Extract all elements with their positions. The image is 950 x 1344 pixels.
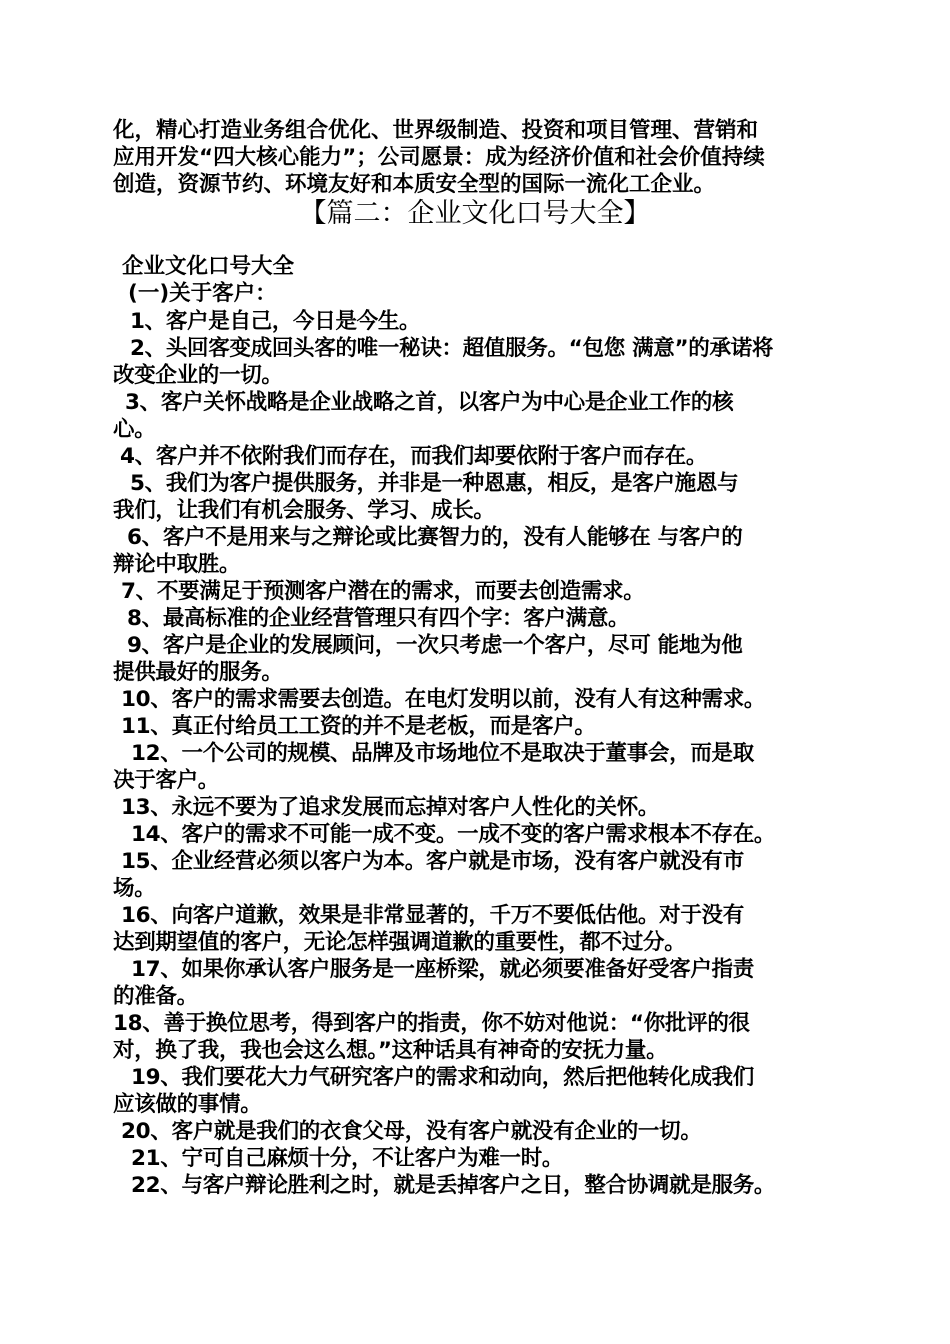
slogan-line: 15、企业经营必须以客户为本。客户就是市场，没有客户就没有市 bbox=[121, 849, 744, 874]
slogan-line: 3、客户关怀战略是企业战略之首，以客户为中心是企业工作的核 bbox=[125, 390, 734, 415]
slogan-line: 心。 bbox=[113, 417, 156, 442]
slogan-line: 18、善于换位思考，得到客户的指责，你不妨对他说：“你批评的很 bbox=[113, 1011, 750, 1036]
slogan-line: 辩论中取胜。 bbox=[113, 552, 241, 577]
slogan-line: 11、真正付给员工工资的并不是老板，而是客户。 bbox=[121, 714, 596, 739]
slogan-line: 7、不要满足于预测客户潜在的需求，而要去创造需求。 bbox=[121, 579, 645, 604]
slogan-line: 10、客户的需求需要去创造。在电灯发明以前，没有人有这种需求。 bbox=[121, 687, 766, 712]
slogan-line: 决于客户。 bbox=[113, 768, 220, 793]
slogan-line: 19、我们要花大力气研究客户的需求和动向，然后把他转化成我们 bbox=[131, 1065, 754, 1090]
slogan-line: 提供最好的服务。 bbox=[113, 660, 283, 685]
slogan-line: 16、向客户道歉，效果是非常显著的，千万不要低估他。对于没有 bbox=[121, 903, 744, 928]
slogan-line: 应该做的事情。 bbox=[113, 1092, 262, 1117]
slogan-line: 20、客户就是我们的衣食父母，没有客户就没有企业的一切。 bbox=[121, 1119, 702, 1144]
slogan-line: 12、一个公司的规模、品牌及市场地位不是取决于董事会，而是取 bbox=[131, 741, 754, 766]
document-subtitle: 企业文化口号大全 bbox=[122, 254, 295, 279]
slogan-line: 1、客户是自己，今日是今生。 bbox=[130, 309, 421, 334]
slogan-line: 5、我们为客户提供服务，并非是一种恩惠，相反，是客户施恩与 bbox=[130, 471, 739, 496]
section-title: (一)关于客户： bbox=[128, 281, 277, 306]
slogan-line: 对，换了我，我也会这么想。”这种话具有神奇的安抚力量。 bbox=[113, 1038, 668, 1063]
slogan-line: 22、与客户辩论胜利之时，就是丢掉客户之日，整合协调就是服务。 bbox=[131, 1173, 776, 1198]
slogan-line: 17、如果你承认客户服务是一座桥梁，就必须要准备好受客户指责 bbox=[131, 957, 754, 982]
slogan-line: 场。 bbox=[113, 876, 156, 901]
slogan-line: 13、永远不要为了追求发展而忘掉对客户人性化的关怀。 bbox=[121, 795, 660, 820]
intro-line: 应用开发“四大核心能力”；公司愿景：成为经济价值和社会价值持续 bbox=[113, 145, 765, 170]
slogan-line: 8、最高标准的企业经营管理只有四个字：客户满意。 bbox=[127, 606, 630, 631]
slogan-line: 21、宁可自己麻烦十分，不让客户为难一时。 bbox=[131, 1146, 564, 1171]
slogan-line: 4、客户并不依附我们而存在，而我们却要依附于客户而存在。 bbox=[120, 444, 708, 469]
intro-paragraph bbox=[113, 117, 853, 198]
section-heading: 【篇二：企业文化口号大全】 bbox=[299, 198, 651, 229]
intro-line: 创造，资源节约、环境友好和本质安全型的国际一流化工企业。 bbox=[113, 172, 716, 197]
slogan-line: 我们，让我们有机会服务、学习、成长。 bbox=[113, 498, 495, 523]
slogan-line: 9、客户是企业的发展顾问，一次只考虑一个客户，尽可 能地为他 bbox=[127, 633, 743, 658]
slogan-line: 达到期望值的客户，无论怎样强调道歉的重要性，都不过分。 bbox=[113, 930, 686, 955]
slogan-line: 6、客户不是用来与之辩论或比赛智力的，没有人能够在 与客户的 bbox=[127, 525, 743, 550]
slogan-line: 2、头回客变成回头客的唯一秘诀：超值服务。“包您 满意”的承诺将 bbox=[130, 336, 774, 361]
slogan-line: 的准备。 bbox=[113, 984, 198, 1009]
intro-line: 化，精心打造业务组合优化、世界级制造、投资和项目管理、营销和 bbox=[113, 118, 759, 143]
slogan-line: 14、客户的需求不可能一成不变。一成不变的客户需求根本不存在。 bbox=[131, 822, 776, 847]
slogan-line: 改变企业的一切。 bbox=[113, 363, 283, 388]
